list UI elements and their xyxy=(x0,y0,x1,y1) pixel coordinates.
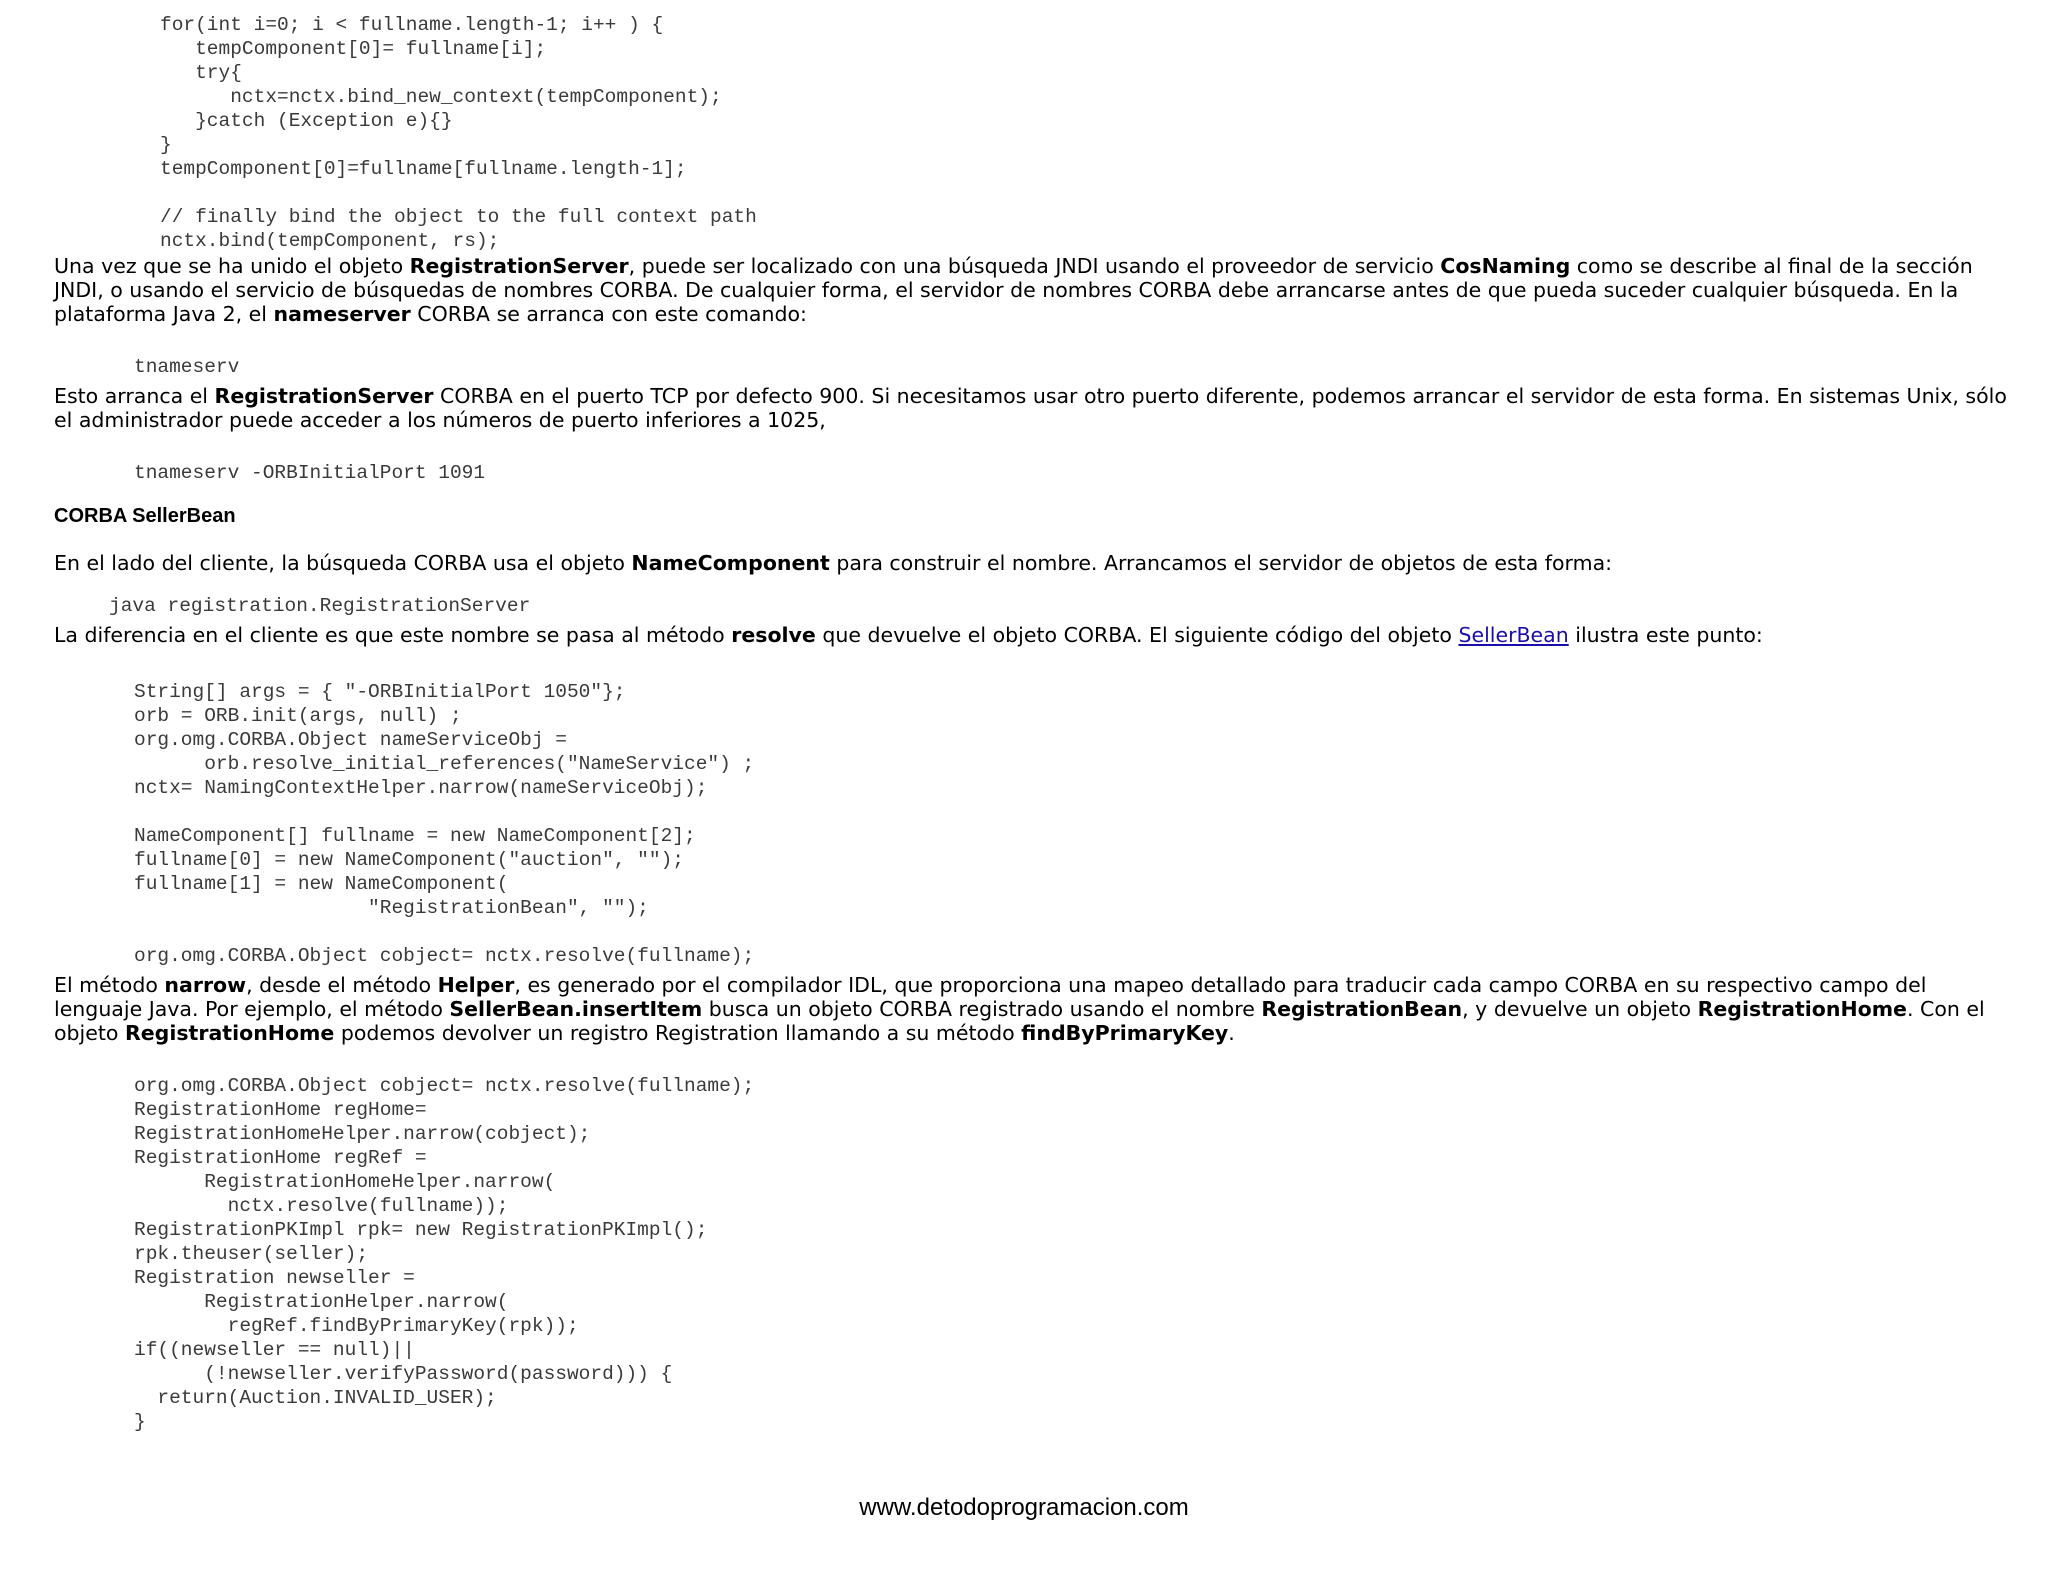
text-span: , desde el método xyxy=(246,973,438,997)
bold-term: RegistrationServer xyxy=(409,254,629,278)
code-block-run-server: java registration.RegistrationServer xyxy=(109,595,531,617)
bold-term: RegistrationBean xyxy=(1261,997,1463,1021)
text-span: busca un objeto CORBA registrado usando el nombre xyxy=(702,997,1262,1021)
section-heading: CORBA SellerBean xyxy=(54,505,236,527)
bold-term: findByPrimaryKey xyxy=(1021,1021,1229,1045)
bold-term: SellerBean.insertItem xyxy=(449,997,703,1021)
code-block-orb-init: String[] args = { "-ORBInitialPort 1050"}; orb = ORB.init(args, null) ; org.omg.CORBA.Object nameServiceObj = orb.resolve_initial_references("NameService") ; nctx= NamingContextHelper.narrow(nameServiceObj); NameComponent[] fullname = new NameComponent[2]; fullname[0] = new NameComponent("auction", ""); fullname[1] = new NameComponent( "RegistrationBean", ""); org.omg.CORBA.Object cobject= nctx.resolve(fullname); xyxy=(134,681,755,967)
bold-term: nameserver xyxy=(273,302,411,326)
bold-term: RegistrationHome xyxy=(1697,997,1907,1021)
paragraph-resolve xyxy=(54,623,2020,647)
bold-term: narrow xyxy=(164,973,247,997)
code-block-tnameserv-port: tnameserv -ORBInitialPort 1091 xyxy=(134,462,486,484)
code-block-bind-context: for(int i=0; i < fullname.length-1; i++ ) { tempComponent[0]= fullname[i]; try{ nctx=nctx.bind_new_context(tempComponent); }catch (Exception e){} } tempComponent[0]=fullname[fullname.length-1]; // finally bind the object to the full context path nctx.bind(tempComponent, rs); xyxy=(160,14,757,252)
text-span: Esto arranca el xyxy=(54,384,215,408)
text-span: CORBA en el puerto TCP por defecto 900. Si necesitamos usar otro puerto diferente, podemos arrancar el servidor de esta forma. En sistemas Unix, sólo el administrador puede acceder a los números de puerto inferiores a 1025, xyxy=(54,384,2007,432)
bold-term: RegistrationServer xyxy=(214,384,434,408)
text-span: podemos devolver un registro Registration llamando a su método xyxy=(334,1021,1022,1045)
paragraph-narrow-helper xyxy=(54,973,2020,1045)
text-span: . xyxy=(1228,1021,1235,1045)
bold-term: Helper xyxy=(437,973,515,997)
text-span: para construir el nombre. Arrancamos el servidor de objetos de esta forma: xyxy=(829,551,1613,575)
text-span: , puede ser localizado con una búsqueda JNDI usando el proveedor de servicio xyxy=(628,254,1441,278)
paragraph-name-component xyxy=(54,551,2020,575)
text-span: que devuelve el objeto CORBA. El siguiente código del objeto xyxy=(815,623,1459,647)
code-block-find-registration: org.omg.CORBA.Object cobject= nctx.resolve(fullname); RegistrationHome regHome= RegistrationHomeHelper.narrow(cobject); RegistrationHome regRef = RegistrationHomeHelper.narrow( nctx.resolve(fullname)); RegistrationPKImpl rpk= new RegistrationPKImpl(); rpk.theuser(seller); Registration newseller = RegistrationHelper.narrow( regRef.findByPrimaryKey(rpk)); if((newseller == null)|| (!newseller.verifyPassword(password))) { return(Auction.INVALID_USER); } xyxy=(134,1075,755,1433)
text-span: El método xyxy=(54,973,165,997)
footer-url: www.detodoprogramacion.com xyxy=(859,1494,1189,1521)
text-span: , es generado por el compilador IDL, que proporciona una mapeo detallado para traducir cada campo CORBA en su respectivo campo del lenguaje Java. Por ejemplo, el método xyxy=(54,973,1927,1021)
bold-term: NameComponent xyxy=(631,551,830,575)
text-span: En el lado del cliente, la búsqueda CORBA usa el objeto xyxy=(54,551,632,575)
text-span: . Con el objeto xyxy=(54,997,1985,1045)
text-span: Una vez que se ha unido el objeto xyxy=(54,254,410,278)
paragraph-tcp-port xyxy=(54,384,2020,432)
text-span: ilustra este punto: xyxy=(1568,623,1763,647)
sellerbean-link[interactable]: SellerBean xyxy=(1458,623,1569,647)
text-span: CORBA se arranca con este comando: xyxy=(410,302,807,326)
document-page xyxy=(54,10,2020,1434)
paragraph-registration-server xyxy=(54,254,2020,326)
bold-term: CosNaming xyxy=(1440,254,1571,278)
bold-term: RegistrationHome xyxy=(124,1021,335,1045)
text-span: , y devuelve un objeto xyxy=(1462,997,1698,1021)
code-block-tnameserv: tnameserv xyxy=(134,356,240,378)
bold-term: resolve xyxy=(731,623,816,647)
text-span: La diferencia en el cliente es que este nombre se pasa al método xyxy=(54,623,732,647)
text-span: como se describe al final de la sección JNDI, o usando el servicio de búsquedas de nombres CORBA. De cualquier forma, el servidor de nombres CORBA debe arrancarse antes de que pueda suceder cualquier búsqueda. En la plataforma Java 2, el xyxy=(54,254,1973,326)
